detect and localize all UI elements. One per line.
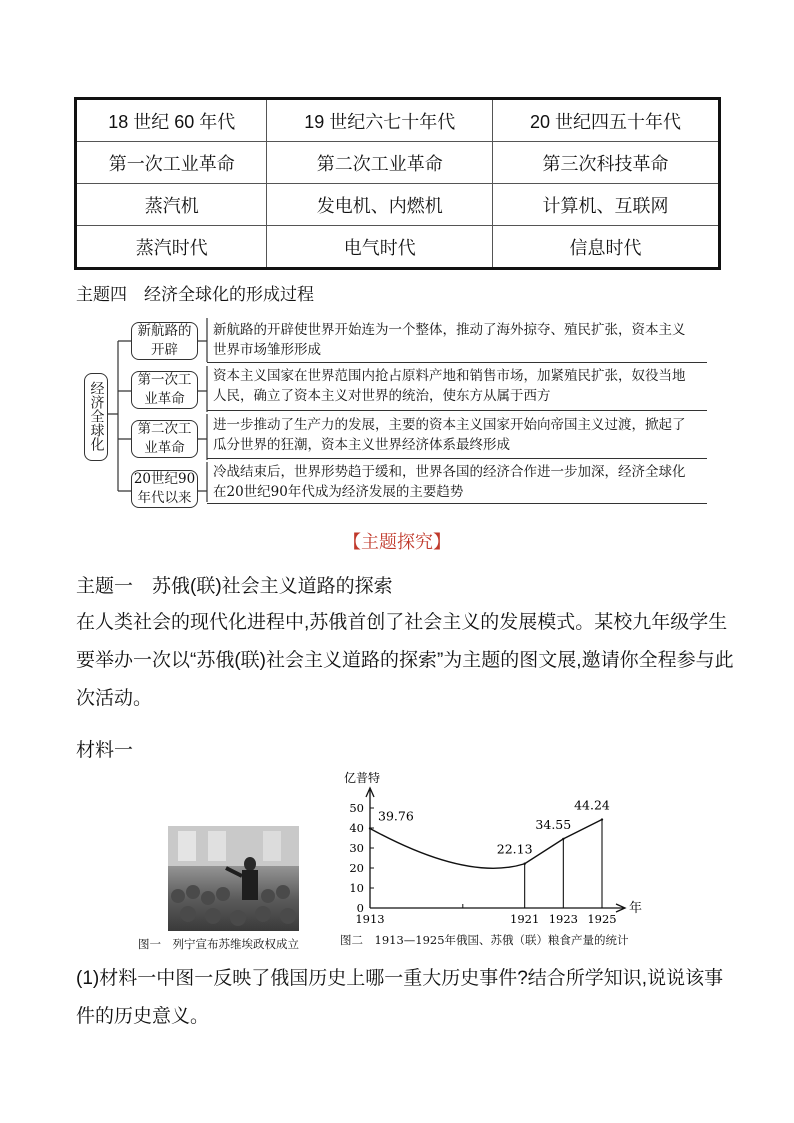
intro-line: 要举办一次以“苏俄(联)社会主义道路的探索”为主题的图文展,邀请你全程参与此: [76, 650, 734, 671]
table-cell: 信息时代: [492, 226, 719, 269]
desc-line: 世界市场雏形形成: [213, 342, 321, 358]
x-tick-label: 1921: [510, 912, 540, 926]
intro-line: 在人类社会的现代化进程中,苏俄首创了社会主义的发展模式。某校九年级学生: [76, 612, 728, 633]
table-cell: 19 世纪六七十年代: [267, 99, 493, 142]
x-tick-label: 1913: [355, 912, 385, 926]
node-label: 开辟: [151, 342, 178, 358]
theme1-title: 主题一 苏俄(联)社会主义道路的探索: [76, 576, 393, 597]
lenin-photo: [168, 826, 299, 931]
chart-marks: [369, 798, 610, 908]
node-label: 业革命: [144, 440, 185, 456]
table-cell: 发电机、内燃机: [267, 184, 493, 226]
desc-line: 资本主义国家在世界范围内抢占原料产地和销售市场，加紧殖民扩张，奴役当地: [213, 368, 686, 384]
desc-line: 瓜分世界的狂潮，资本主义世界经济体系最终形成: [213, 437, 510, 453]
y-tick-label: 0: [356, 901, 364, 915]
mindmap-desc: [213, 415, 713, 455]
mindmap-root-label: 经济全球化: [88, 381, 105, 451]
question-line: 件的历史意义。: [76, 1006, 210, 1027]
grain-output-chart: [330, 770, 660, 930]
x-axis-label: 年: [629, 901, 643, 916]
y-tick-label: 20: [349, 861, 364, 875]
table-cell: 蒸汽机: [76, 184, 267, 226]
node-label: 业革命: [144, 391, 185, 407]
x-tick-label: 1923: [548, 912, 578, 926]
crowd-illustration: [168, 826, 299, 931]
figure1-caption: 图一 列宁宣布苏维埃政权成立: [138, 937, 299, 951]
mindmap-node-1990s: [131, 470, 198, 508]
node-label: 20世纪90: [133, 471, 196, 487]
table-cell: 20 世纪四五十年代: [492, 99, 719, 142]
y-axis-label: 亿普特: [344, 771, 381, 785]
mindmap-desc: [213, 366, 713, 406]
data-label: 22.13: [496, 841, 533, 857]
data-label: 34.55: [535, 816, 572, 832]
data-label: 39.76: [378, 808, 414, 824]
mindmap-node-second-industrial: [131, 420, 198, 458]
y-tick-label: 40: [349, 821, 364, 835]
table-cell: 电气时代: [267, 226, 493, 269]
desc-line: 新航路的开辟使世界开始连为一个整体，推动了海外掠夺、殖民扩张，资本主义: [213, 322, 686, 338]
mindmap-node-new-routes: [131, 322, 198, 360]
figure2-caption: 图二 1913—1925年俄国、苏俄（联）粮食产量的统计: [340, 933, 629, 947]
mindmap-desc: [213, 320, 713, 360]
data-point: [369, 827, 371, 829]
table-cell: 第二次工业革命: [267, 142, 493, 184]
x-tick-label: 1925: [587, 912, 617, 926]
divider: [207, 503, 707, 504]
data-point: [523, 863, 525, 865]
desc-line: 人民，确立了资本主义对世界的统治，使东方从属于西方: [213, 388, 551, 404]
table-cell: 第三次科技革命: [492, 142, 719, 184]
chart-axes: [344, 770, 642, 926]
y-tick-label: 10: [349, 881, 364, 895]
mindmap-node-first-industrial: [131, 371, 198, 409]
theme4-title: 主题四 经济全球化的形成过程: [76, 285, 314, 304]
divider: [207, 458, 707, 459]
table-cell: 计算机、互联网: [492, 184, 719, 226]
mindmap-desc: [213, 462, 713, 502]
node-label: 第一次工: [137, 372, 192, 388]
table-cell: 第一次工业革命: [76, 142, 267, 184]
question-1: [76, 960, 736, 1036]
table-cell: 蒸汽时代: [76, 226, 267, 269]
data-point: [562, 838, 564, 840]
node-label: 新航路的: [137, 323, 192, 339]
divider: [207, 362, 707, 363]
data-label: 44.24: [574, 797, 610, 813]
question-line: (1)材料一中图一反映了俄国历史上哪一重大历史事件?结合所学知识,说说该事: [76, 968, 724, 989]
data-point: [601, 818, 603, 820]
node-label: 年代以来: [137, 490, 192, 506]
divider: [207, 410, 707, 411]
intro-line: 次活动。: [76, 688, 153, 709]
y-tick-label: 30: [349, 841, 364, 855]
desc-line: 在20世纪90年代成为经济发展的主要趋势: [213, 484, 464, 500]
desc-line: 冷战结束后，世界形势趋于缓和，世界各国的经济合作进一步加深，经济全球化: [213, 464, 686, 480]
y-tick-label: 50: [349, 801, 364, 815]
node-label: 第二次工: [137, 421, 192, 437]
intro-paragraph: [76, 604, 736, 718]
table-cell: 18 世纪 60 年代: [76, 99, 267, 142]
material-label: 材料一: [76, 740, 134, 761]
mindmap-root: [84, 373, 108, 461]
section-title: 【主题探究】: [343, 532, 451, 552]
desc-line: 进一步推动了生产力的发展，主要的资本主义国家开始向帝国主义过渡，掀起了: [213, 417, 686, 433]
